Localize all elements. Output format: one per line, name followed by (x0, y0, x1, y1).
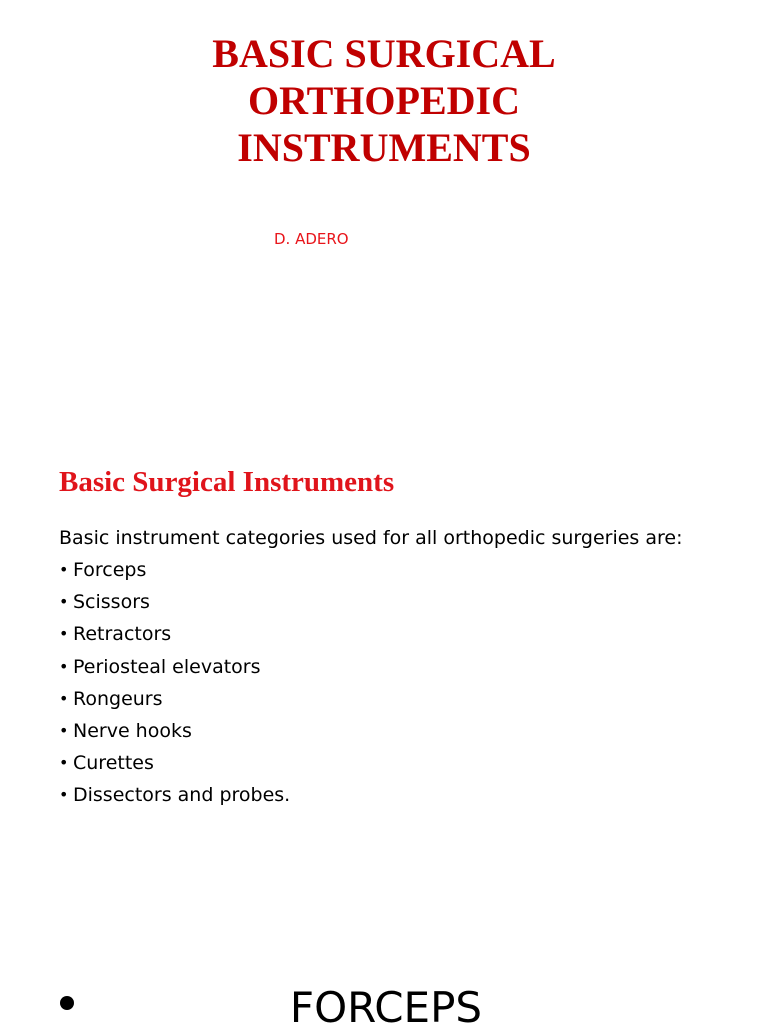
list-item-label: Forceps (73, 559, 147, 581)
title-line-1: BASIC SURGICAL (212, 31, 556, 76)
bullet-glyph: • (59, 656, 69, 676)
list-item-label: Curettes (73, 752, 154, 775)
list-item (59, 590, 290, 622)
list-item-label: Nerve hooks (73, 719, 192, 742)
bullet-glyph: • (59, 785, 69, 805)
bullet-glyph: • (59, 753, 69, 773)
list-item (59, 622, 290, 654)
list-item (59, 719, 290, 751)
bullet-glyph: • (59, 560, 69, 579)
list-item (59, 687, 290, 719)
bullet-glyph: • (59, 624, 69, 644)
list-item (59, 751, 290, 783)
list-item (59, 783, 290, 815)
author-name: D. ADERO (274, 230, 349, 248)
list-item-label: Scissors (73, 591, 150, 614)
bullet-glyph: • (59, 688, 69, 708)
list-item (59, 655, 290, 687)
section-heading: Basic Surgical Instruments (59, 466, 395, 498)
bullet-glyph: • (59, 592, 69, 612)
list-item (59, 558, 290, 590)
bullet-glyph: • (59, 720, 69, 740)
title-line-2: ORTHOPEDIC (248, 78, 520, 123)
next-slide-heading: FORCEPS (289, 983, 483, 1032)
title-line-3: INSTRUMENTS (237, 125, 531, 170)
instrument-list (59, 558, 290, 816)
section-intro: Basic instrument categories used for all orthopedic surgeries are: (59, 527, 683, 549)
list-item-label: Retractors (73, 623, 172, 646)
list-item-label: Dissectors and probes. (73, 784, 291, 807)
list-item-label: Periosteal elevators (73, 655, 261, 678)
list-item-label: Rongeurs (73, 687, 163, 710)
document-title (0, 30, 768, 171)
